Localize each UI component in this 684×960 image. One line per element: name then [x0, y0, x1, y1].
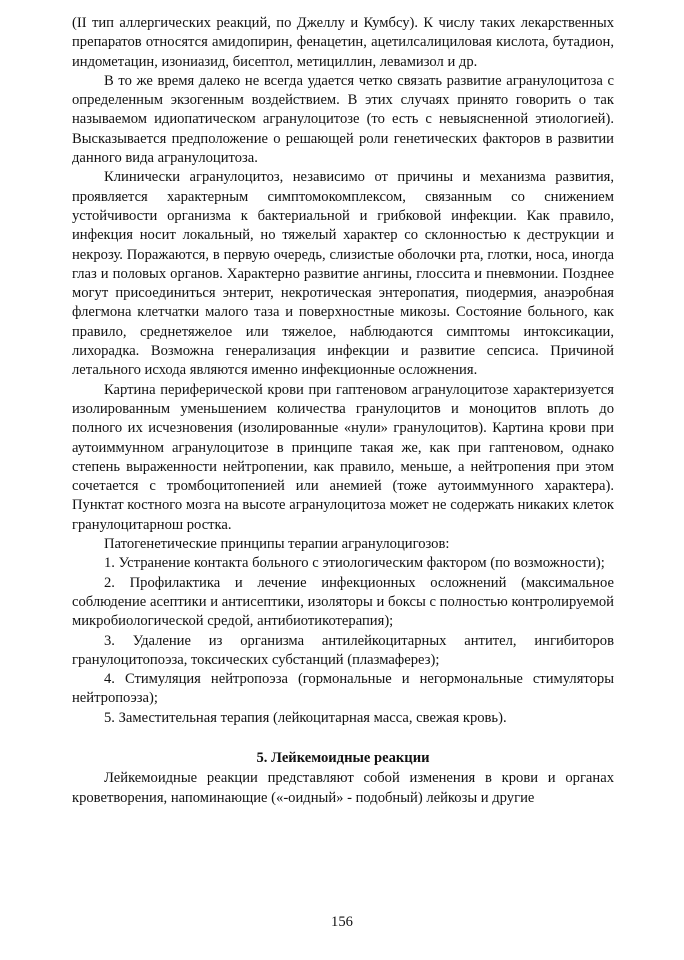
page-number: 156	[331, 914, 353, 930]
section-heading: 5. Лейкемоидные реакции	[256, 749, 430, 766]
paragraph-therapy-intro: Патогенетические принципы терапии агранулоцигозов:	[104, 536, 450, 553]
paragraph-idiopathic: В то же время далеко не всегда удается четко связать развитие агранулоцитоза с определенным экзогенным воздействием. В этих случаях принято говорить о так называемом идиопатическом агранулоцитозе (то есть с невыясненной этиологией). Высказывается предположение о решающей роли генетических факторов в развитии данного вида агранулоцитоза.	[72, 72, 614, 167]
paragraph-leukemoid: Лейкемоидные реакции представляют собой изменения в крови и органах кроветворения, напоминающие («-оидный» - подобный) лейкозы и другие	[72, 770, 614, 806]
paragraph-clinical: Клинически агранулоцитоз, независимо от причины и механизма развития, проявляется характерным симптомокомплексом, связанным со снижением устойчивости организма к бактериальной и грибковой инфекции. Как правило, инфекция носит локальный, но тяжелый характер со склонностью к деструкции и некрозу. Поражаются, в первую очередь, слизистые оболочки рта, глотки, носа, иногда глаз и половых органов. Характерно развитие ангины, глоссита и пневмонии. Позднее могут присоединиться энтерит, некротическая энтеропатия, пиодермия, анаэробная флегмона клетчатки малого таза и поверхностные микозы. Состояние больного, как правило, среднетяжелое или тяжелое, наблюдаются симптомы интоксикации, лихорадка. Возможна генерализация инфекции и развитие сепсиса. Причиной летального исхода являются именно инфекционные осложнения.	[72, 169, 614, 379]
paragraph-blood-picture: Картина периферической крови при гаптеновом агранулоцитозе характеризуется изолированным уменьшением количества гранулоцитов и моноцитов вплоть до полного их исчезновения (изолированные «нули» гранулоцитов). Картина крови при аутоиммунном агранулоцитозе в принципе такая же, как при гаптеновом, однако степень выраженности нейтропении, как правило, меньше, а нейтропения при этом сочетается с тромбоцитопенией или анемией (тоже аутоиммунного характера). Пунктат костного мозга на высоте агранулоцитоза может не содержать никаких клеток гранулоцитарнош ростка.	[72, 381, 614, 533]
therapy-item-5: 5. Заместительная терапия (лейкоцитарная масса, свежая кровь).	[104, 709, 507, 726]
therapy-item-2: 2. Профилактика и лечение инфекционных осложнений (максимальное соблюдение асептики и антисептики, изоляторы и боксы с полностью контролируемой микробиологической средой, антибиотикотерапия);	[72, 574, 614, 630]
therapy-item-1: 1. Устранение контакта больного с этиологическим фактором (по возможности);	[104, 555, 605, 572]
therapy-item-4: 4. Стимуляция нейтропоэза (гормональные и негормональные стимуляторы нейтропоэза);	[72, 671, 614, 707]
paragraph-continuation: (II тип аллергических реакций, по Джеллу и Кумбсу). К числу таких лекарственных препаратов относятся амидопирин, фенацетин, ацетилсалициловая кислота, бутадион, индометацин, изониазид, бисептол, метициллин, левамизол и др.	[72, 15, 614, 70]
therapy-item-3: 3. Удаление из организма антилейкоцитарных антител, ингибиторов гранулоцитопоэза, токсических субстанций (плазмаферез);	[72, 632, 614, 668]
